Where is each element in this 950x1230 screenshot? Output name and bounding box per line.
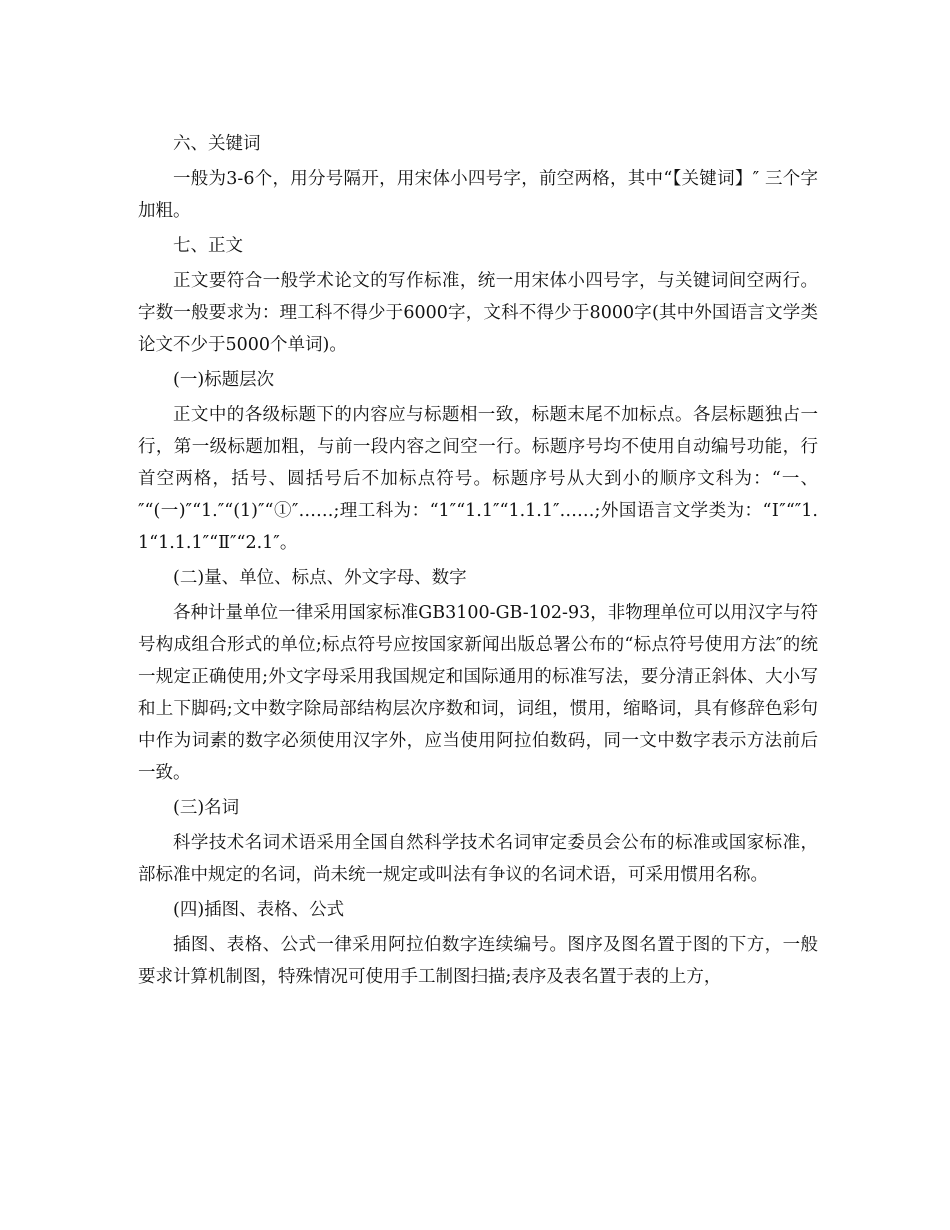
heading-terms: (三)名词 <box>173 798 240 818</box>
paragraph-figures-tables-formulas: 插图、表格、公式一律采用阿拉伯数字连续编号。图序及图名置于图的下方，一般要求计算机制图，特殊情况可使用手工制图扫描;表序及表名置于表的上方， <box>138 935 818 987</box>
paragraph-terms: 科学技术名词术语采用全国自然科学技术名词审定委员会公布的标准或国家标准，部标准中规定的名词，尚未统一规定或叫法有争议的名词术语，可采用惯用名称。 <box>138 833 818 885</box>
heading-units-punctuation: (二)量、单位、标点、外文字母、数字 <box>173 568 467 588</box>
heading-main-text: 七、正文 <box>173 236 243 256</box>
paragraph-units-punctuation: 各种计量单位一律采用国家标准GB3100-GB-102-93，非物理单位可以用汉字与符号构成组合形式的单位;标点符号应按国家新闻出版总署公布的“标点符号使用方法″的统一规定正确使用;外文字母采用我国规定和国际通用的标准写法，要分清正斜体、大小写和上下脚码;文中数字除局部结构层次序数和词，词组，惯用，缩略词，具有修辞色彩句中作为词素的数字必须使用汉字外，应当使用阿拉伯数码，同一文中数字表示方法前后一致。 <box>138 603 818 783</box>
paragraph-keywords-rule: 一般为3-6个，用分号隔开，用宋体小四号字，前空两格，其中“【关键词】″ 三个字加粗。 <box>138 169 818 221</box>
heading-keywords: 六、关键词 <box>173 134 261 154</box>
paragraph-title-levels: 正文中的各级标题下的内容应与标题相一致，标题末尾不加标点。各层标题独占一行，第一级标题加粗，与前一段内容之间空一行。标题序号均不使用自动编号功能，行首空两格，括号、圆括号后不加标点符号。标题序号从大到小的顺序文科为：“一、″“(一)″“1.″“(1)″“①″……;理工科为：“1″“1.1″“1.1.1″……;外国语言文学类为：“Ⅰ″“″1.1“1.1.1″“Ⅱ″“2.1″。 <box>138 405 818 553</box>
paragraph-main-text-rule: 正文要符合一般学术论文的写作标准，统一用宋体小四号字，与关键词间空两行。字数一般要求为：理工科不得少于6000字，文科不得少于8000字(其中外国语言文学类论文不少于5000个单词)。 <box>138 271 818 355</box>
heading-figures-tables-formulas: (四)插图、表格、公式 <box>173 900 345 920</box>
heading-title-levels: (一)标题层次 <box>173 370 275 390</box>
document-body <box>138 128 818 996</box>
